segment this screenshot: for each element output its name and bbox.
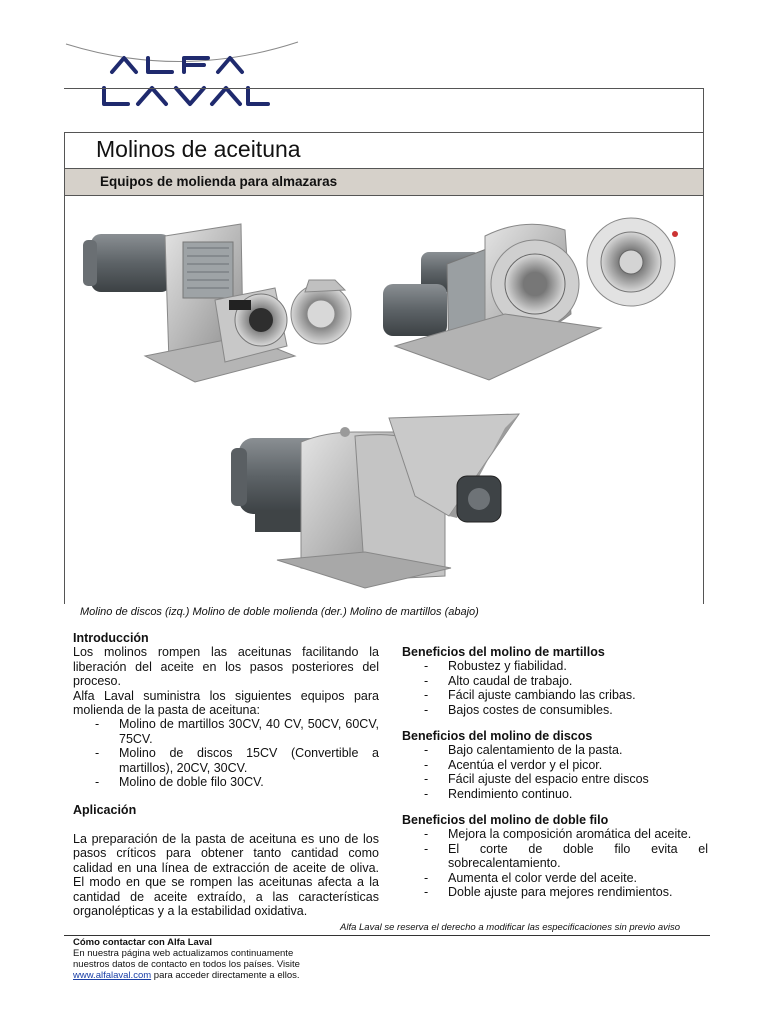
intro-paragraph-1: Los molinos rompen las aceitunas facilitando la liberación del aceite en los pasos posteriores del proceso. bbox=[73, 645, 379, 689]
disc-mill-photo bbox=[83, 224, 351, 382]
disc-benefits-heading: Beneficios del molino de discos bbox=[402, 729, 593, 744]
hammer-benefits-list bbox=[402, 659, 708, 717]
alfa-laval-logo bbox=[100, 50, 270, 110]
contact-line-2: nuestros datos de contacto en todos los países. Visite bbox=[73, 959, 300, 970]
contact-line-1: En nuestra página web actualizamos continuamente bbox=[73, 948, 294, 959]
double-benefits-list bbox=[402, 827, 708, 899]
intro-list bbox=[73, 717, 379, 789]
list-item: - Aumenta el color verde del aceite. bbox=[424, 870, 637, 885]
list-item: - Doble ajuste para mejores rendimientos. bbox=[424, 885, 673, 900]
hammer-mill-photo bbox=[231, 414, 519, 588]
contact-block bbox=[73, 937, 373, 981]
list-item: - Molino de doble filo 30CV. bbox=[95, 775, 264, 790]
intro-paragraph-2: Alfa Laval suministra los siguientes equipos para molienda de la pasta de aceituna: bbox=[73, 688, 379, 718]
right-column bbox=[402, 645, 708, 900]
application-heading: Aplicación bbox=[73, 803, 137, 818]
list-item: - Fácil ajuste cambiando las cribas. bbox=[424, 688, 636, 703]
page-title: Molinos de aceituna bbox=[96, 136, 301, 162]
contact-line-3: www.alfalaval.com para acceder directamente a ellos. bbox=[73, 970, 300, 981]
list-item: - Fácil ajuste del espacio entre discos bbox=[424, 772, 649, 787]
list-item: - Rendimiento continuo. bbox=[424, 786, 573, 801]
list-item: - Molino de discos 15CV (Convertible a martillos), 20CV, 30CV. bbox=[95, 746, 379, 775]
page-subtitle: Equipos de molienda para almazaras bbox=[100, 174, 338, 189]
list-item: - Bajos costes de consumibles. bbox=[424, 702, 613, 717]
photo-caption: Molino de discos (izq.) Molino de doble molienda (der.) Molino de martillos (abajo) bbox=[80, 606, 479, 618]
disc-benefits-list bbox=[402, 743, 708, 801]
contact-heading: Cómo contactar con Alfa Laval bbox=[73, 937, 213, 948]
list-item: - Mejora la composición aromática del aceite. bbox=[424, 827, 692, 842]
left-column bbox=[73, 631, 379, 918]
double-mill-photo bbox=[383, 218, 678, 380]
application-paragraph: La preparación de la pasta de aceituna es uno de los pasos críticos para obtener tanto cantidad como calidad en una línea de extracción de aceite de oliva. El modo en que se rompen las aceitunas afecta a la cantidad de aceite extraído, a las características organolépticas y a la estabilidad oxidativa. bbox=[73, 831, 379, 918]
website-link[interactable]: www.alfalaval.com bbox=[73, 970, 152, 981]
list-item: - Molino de martillos 30CV, 40 CV, 50CV, 60CV, 75CV. bbox=[95, 717, 379, 746]
disclaimer-note: Alfa Laval se reserva el derecho a modificar las especificaciones sin previo aviso bbox=[340, 922, 681, 933]
photo-area bbox=[64, 196, 704, 604]
list-item: - Alto caudal de trabajo. bbox=[424, 673, 573, 688]
intro-heading: Introducción bbox=[73, 631, 149, 645]
footer-divider bbox=[64, 935, 710, 936]
frame-edge bbox=[703, 88, 704, 132]
list-item: - Acentúa el verdor y el picor. bbox=[424, 757, 603, 772]
double-benefits-heading: Beneficios del molino de doble filo bbox=[402, 813, 609, 828]
list-item: - Robustez y fiabilidad. bbox=[424, 659, 567, 674]
list-item: - Bajo calentamiento de la pasta. bbox=[424, 743, 623, 758]
header-divider bbox=[64, 88, 704, 89]
hammer-benefits-heading: Beneficios del molino de martillos bbox=[402, 645, 605, 659]
product-photos bbox=[65, 196, 703, 604]
list-item: - El corte de doble filo evita el sobrecalentamiento. bbox=[424, 841, 708, 871]
